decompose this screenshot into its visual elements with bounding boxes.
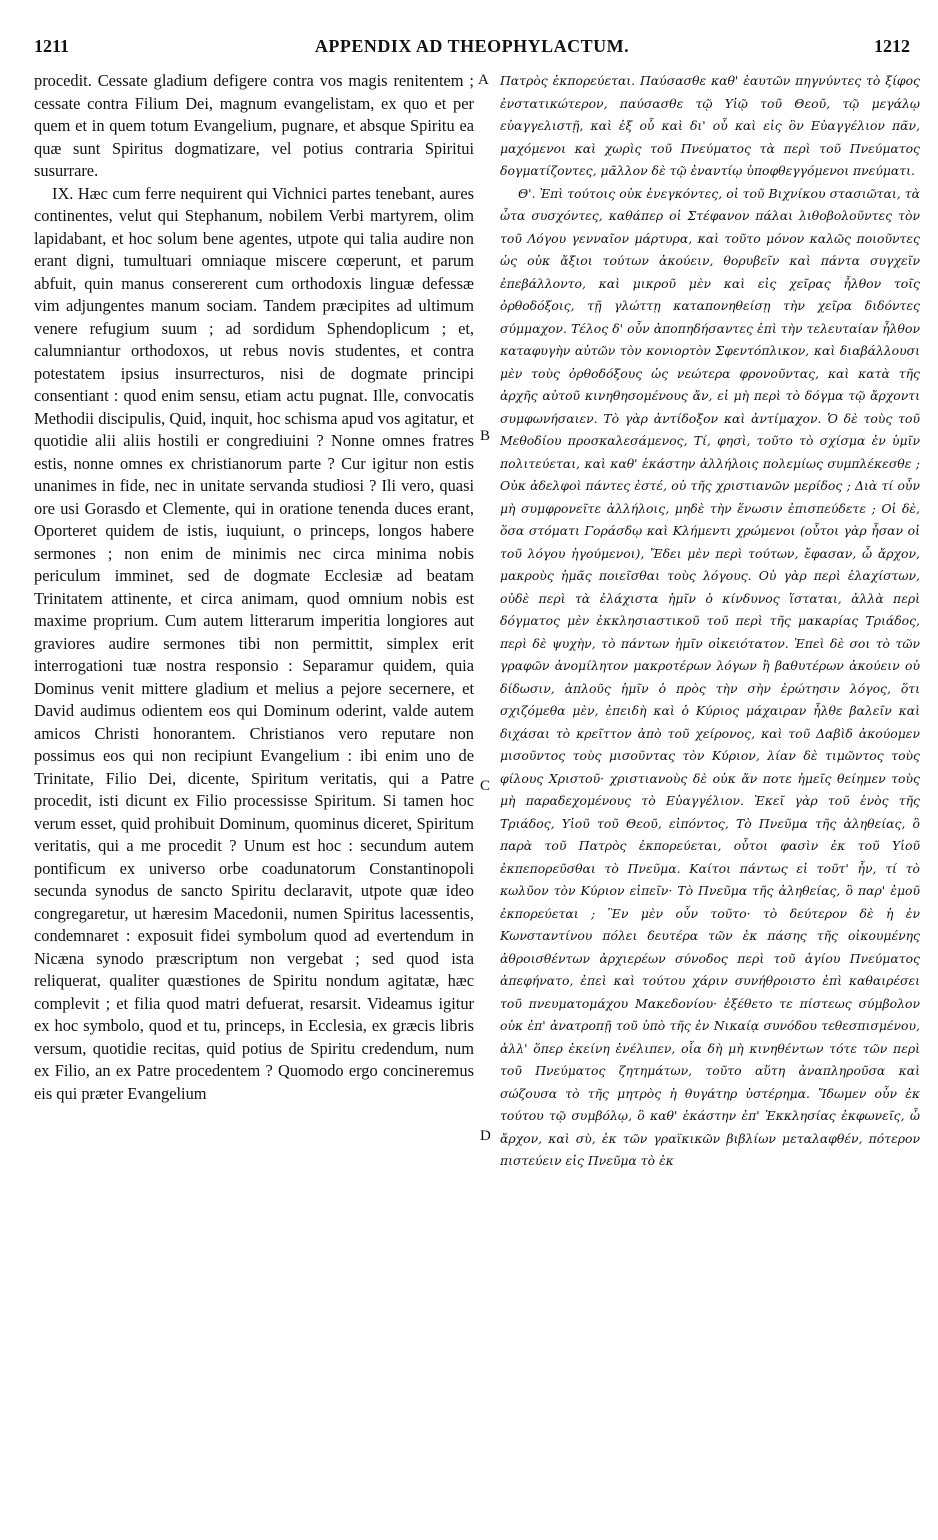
section-marker-c: C <box>480 778 491 794</box>
latin-paragraph: procedit. Cessate gladium defigere contra vos magis renitentem ; cessate contra Filium Dei, magnum evangelistam, ex quo et per quem et in quem totum Evangelium, pugnare, et absque Spiritu ea quæ sunt Spiritus dogmatizare, vel potius contraria Spiritui susurrare. <box>34 71 474 180</box>
latin-column <box>34 70 474 1105</box>
section-marker-d: D <box>480 1128 491 1144</box>
page-number-right: 1212 <box>874 36 910 56</box>
latin-paragraph: IX. Hæc cum ferre nequirent qui Vichnici partes tenebant, aures continentes, velut qui Stephanum, nobilem Verbi martyrem, olim lapidabant, et hoc solum bene agentes, utpote qui talia audire non erant digni, tumultuari omniaque miscere cœperunt, et parum abfuit, quin manus consererent cum orthodoxis linguæ defessæ vim adjungentes manum sociam. Tandem præcipites ad ultimum venere refugium suum ; ad sordidum Sphendoplicum ; et, calumniantur orthodoxos, ut rebus novis studentes, et contra potestatem ipsius insurrecturos, nisi de dogmate principi consentiant : quod enim sensu, etiam actu pugnat. Ille, convocatis Methodii discipulis, Quid, inquit, hoc schisma apud vos agitatur, et quotidie alii aliis hostili er congrediuini ? Nonne omnes fratres estis, nonne omnes ex christianorum parte ? Cur igitur non estis unanimes in fide, nec in unitate servanda studiosi ? Ili vero, quasi ore usi Gorasdo et Clemente, qui in oratione tenenda duces erant, Oporteret quidem de istis, iuquiunt, o princeps, longos habere sermones ; non enim de minimis nec circa minima nobis periculum imminet, sed de dogmate Ecclesiæ ad beatam Trinitatem attinente, et circa animam, quod omnium nobis est maxime proprium. Cum autem litterarum imperitia longiores aut graviores audire sermones tibi non permittit, simplex erit interrogationi tuæ nostra responsio : Separamur quidem, quia Dominus venit mittere gladium et melius a pejore secernere, et David audimus odientem eos qui Dominum oderint, valde autem amicos Christi honorantem. Christianos vero reputare non possimus eos qui non recipiunt Evangelium : ibi enim uno de Trinitate, Filio Dei, dicente, Spiritum veritatis, qui a Patre procedit, isti dicunt ex Filio processisse Spiritum. Si tamen hoc verum esset, quid prohibuit Dominum, quominus diceret, Spiritum veritatis, qui a me procedit ? Unum est hoc : secundum autem pontificum ex universo orbe coadunatorum Constantinopoli secunda synodus de sancto Spiritu declaravit, utpote quæ ideo congregaretur, ut hæresim Macedonii, numen Spiritus lacessentis, condemnaret : exposuit fidei symbolum quod ad evertendum in Nicæna synodo præscriptum non vergebat ; sed quod ista reliquerat, qualiter quæstiones de Spiritu nondum agitatæ, hæc complevit ; et filia quod matri defuerat, resarsit. Videamus igitur ex hoc symbolo, quod et tu, princeps, in Ecclesia, ex græcis libris versum, quotidie recitas, quid potius de Spiritu credendum, num ex Filio, an ex Patre procedentem ? Quomodo ergo concineremus eis qui præter Evangelium <box>34 183 474 1103</box>
page-number-left: 1211 <box>34 36 70 56</box>
greek-paragraph: Θ'. Ἐπὶ τούτοις οὐκ ἐνεγκόντες, οἱ τοῦ Βιχνίκου στασιῶται, τὰ ὦτα συσχόντες, καθάπερ οἱ Στέφανον πάλαι λιθοβολοῦντες τὸν τοῦ Λόγου γενναῖον μάρτυρα, καὶ τοῦτο μόνον καλῶς ποιοῦντες ὡς οὐκ ἄξιοι τούτων ἀκούειν, θορυβεῖν καὶ πάντα συγχεῖν ἐπεβάλλοντο, καὶ μικροῦ μὲν καὶ εἰς χεῖρας ἦλθον τοῖς ὀρθοδόξοις, τῇ γλώττῃ καταπονηθείσῃ τὴν χεῖρα διδόντες σύμμαχον. Τέλος δ' οὖν ἀποπηδήσαντες ἐπὶ τὴν τελευταίαν ἦλθον καταφυγὴν αὐτῶν τὸν κονιορτὸν Σφεντόπλικον, καὶ διαβάλλουσι μὲν τοὺς ὀρθοδόξους ὡς νεώτερα φρονοῦντας, καὶ κατὰ τῆς ἀρχῆς αὐτοῦ κινηθησομένους ἄν, εἰ μὴ περὶ τὸ δόγμα τῷ ἄρχοντι συμφωνήσαιεν. Τὸ γὰρ ἀντίδοξον καὶ ἀντίμαχον. Ὁ δὲ τοὺς τοῦ Μεθοδίου προσκαλεσάμενος, Τί, φησὶ, τοῦτο τὸ σχίσμα ἐν ὑμῖν πολιτεύεται, καὶ καθ' ἑκάστην ἀλλήλοις πολεμίως συμπλέκεσθε ; Οὐκ ἀδελφοὶ πάντες ἐστέ, οὐ τῆς χριστιανῶν μερίδος ; Διὰ τί οὖν μὴ συμφρονεῖτε ἀλλήλοις, μηδὲ τὴν ἕνωσιν ἐπισπεύδετε ; Οἱ δὲ, ὅσα στόματι Γοράσδῳ καὶ Κλήμεντι χρώμενοι (οὗτοι γὰρ ἦσαν οἱ τοῦ λόγου ἡγούμενοι), Ἔδει μὲν περὶ τούτων, ἔφασαν, ὦ ἄρχον, μακροὺς ἡμᾶς ποιεῖσθαι τοὺς λόγους. Οὐ γὰρ περὶ ἐλαχίστων, οὐδὲ περὶ τὰ ἐλάχιστα ἡμῖν ὁ κίνδυνος ἵσταται, ἀλλὰ περὶ δόγματος μὲν ἐκκλησιαστικοῦ τοῦ περὶ τῆς μακαρίας Τριάδος, περὶ δὲ ψυχὴν, τὸ πάντων ἡμῖν οἰκειότατον. Ἐπεὶ δὲ σοι τὸ τῶν γραφῶν ἀνομίλητον μακροτέρων λόγων ἢ βαθυτέρων ἀκούειν οὐ δίδωσιν, ἁπλοῦς ἡμῖν ὁ πρὸς τὴν σὴν ἐρώτησιν λόγος, ὅτι σχιζόμεθα μὲν, ἐπειδὴ καὶ ὁ Κύριος μάχαιραν ἦλθε βαλεῖν καὶ διχάσαι τὸ κρεῖττον ἀπὸ τοῦ χείρονος, καὶ τοῦ Δαβὶδ ἀκούομεν μισοῦντος τοὺς μισοῦντας τὸν Κύριον, λίαν δὲ τιμῶντος τοὺς φίλους Χριστοῦ· χριστιανοὺς δὲ οὐκ ἄν ποτε ἡμεῖς θείημεν τοὺς μὴ παραδεχομένους τὸ Εὐαγγέλιον. Ἐκεῖ γὰρ τοῦ ἑνὸς τῆς Τριάδος, Υἱοῦ τοῦ Θεοῦ, εἰπόντος, Τὸ Πνεῦμα τῆς ἀληθείας, ὃ παρὰ τοῦ Πατρὸς ἐκπορεύεται, οὗτοι φασὶν ἐκ τοῦ Υἱοῦ ἐκπεπορεῦσθαι τὸ Πνεῦμα. Καίτοι πάντως εἰ τοῦτ' ἦν, τί τὸ κωλῦον τὸν Κύριον εἰπεῖν· Τὸ Πνεῦμα τῆς ἀληθείας, ὃ παρ' ἐμοῦ ἐκπορεύεται ; Ἓν μὲν οὖν τοῦτο· τὸ δεύτερον δὲ ἡ ἐν Κωνσταντίνου πόλει δευτέρα τῶν ἐκ πάσης τῆς οἰκουμένης ἀθροισθέντων ἀρχιερέων σύνοδος περὶ τοῦ ἁγίου Πνεύματος ἀπεφήνατο, ἐπεὶ καὶ τούτου χάριν συνήθροιστο ἐπὶ καθαιρέσει τοῦ πνευματομάχου Μακεδονίου· ἐξέθετο τε πίστεως σύμβολον οὐκ ἐπ' ἀνατροπῇ τοῦ ὑπὸ τῆς ἐν Νικαίᾳ συνόδου τεθεσπισμένου, ἀλλ' ὅπερ ἐκείνη ἐνέλιπεν, οἷα δὴ μὴ κινηθέντων τότε τῶν περὶ τοῦ Πνεύματος ζητημάτων, τοῦτο αὕτη ἀναπληροῦσα καὶ σώζουσα τὸ τῆς μητρὸς ἡ θυγάτηρ ὑστέρημα. Ἴδωμεν οὖν ἐκ τούτου τῷ συμβόλῳ, ὃ καθ' ἑκάστην ἐπ' Ἐκκλησίας ἐκφωνεῖς, ὦ ἄρχον, καὶ σὺ, ἐκ τῶν γραϊκικῶν βιβλίων μεταλαφθέν, πότερον πιστεύειν εἰς Πνεῦμα τὸ ἐκ <box>500 185 920 1168</box>
greek-column <box>500 70 920 1173</box>
running-title: APPENDIX AD THEOPHYLACTUM. <box>314 36 630 56</box>
section-marker-b: B <box>480 428 491 444</box>
greek-paragraph: Πατρὸς ἐκπορεύεται. Παύσασθε καθ' ἑαυτῶν πηγνύντες τὸ ξίφος ἐνστατικώτερον, παύσασθε τῷ Υἱῷ τοῦ Θεοῦ, τῷ μεγάλῳ εὐαγγελιστῇ, καὶ ἐξ οὗ καὶ δι' οὗ καὶ εἰς ὃν Εὐαγγέλιον πᾶν, μαχόμενοι καὶ χωρὶς τοῦ Πνεύματος τὰ περὶ τοῦ Πνεύματος δογματίζοντες, μᾶλλον δὲ τῷ ἐναντίῳ ὑποφθεγγόμενοι πνεύματι. <box>500 73 920 178</box>
section-marker-a: A <box>478 72 489 88</box>
page-header <box>34 36 910 62</box>
